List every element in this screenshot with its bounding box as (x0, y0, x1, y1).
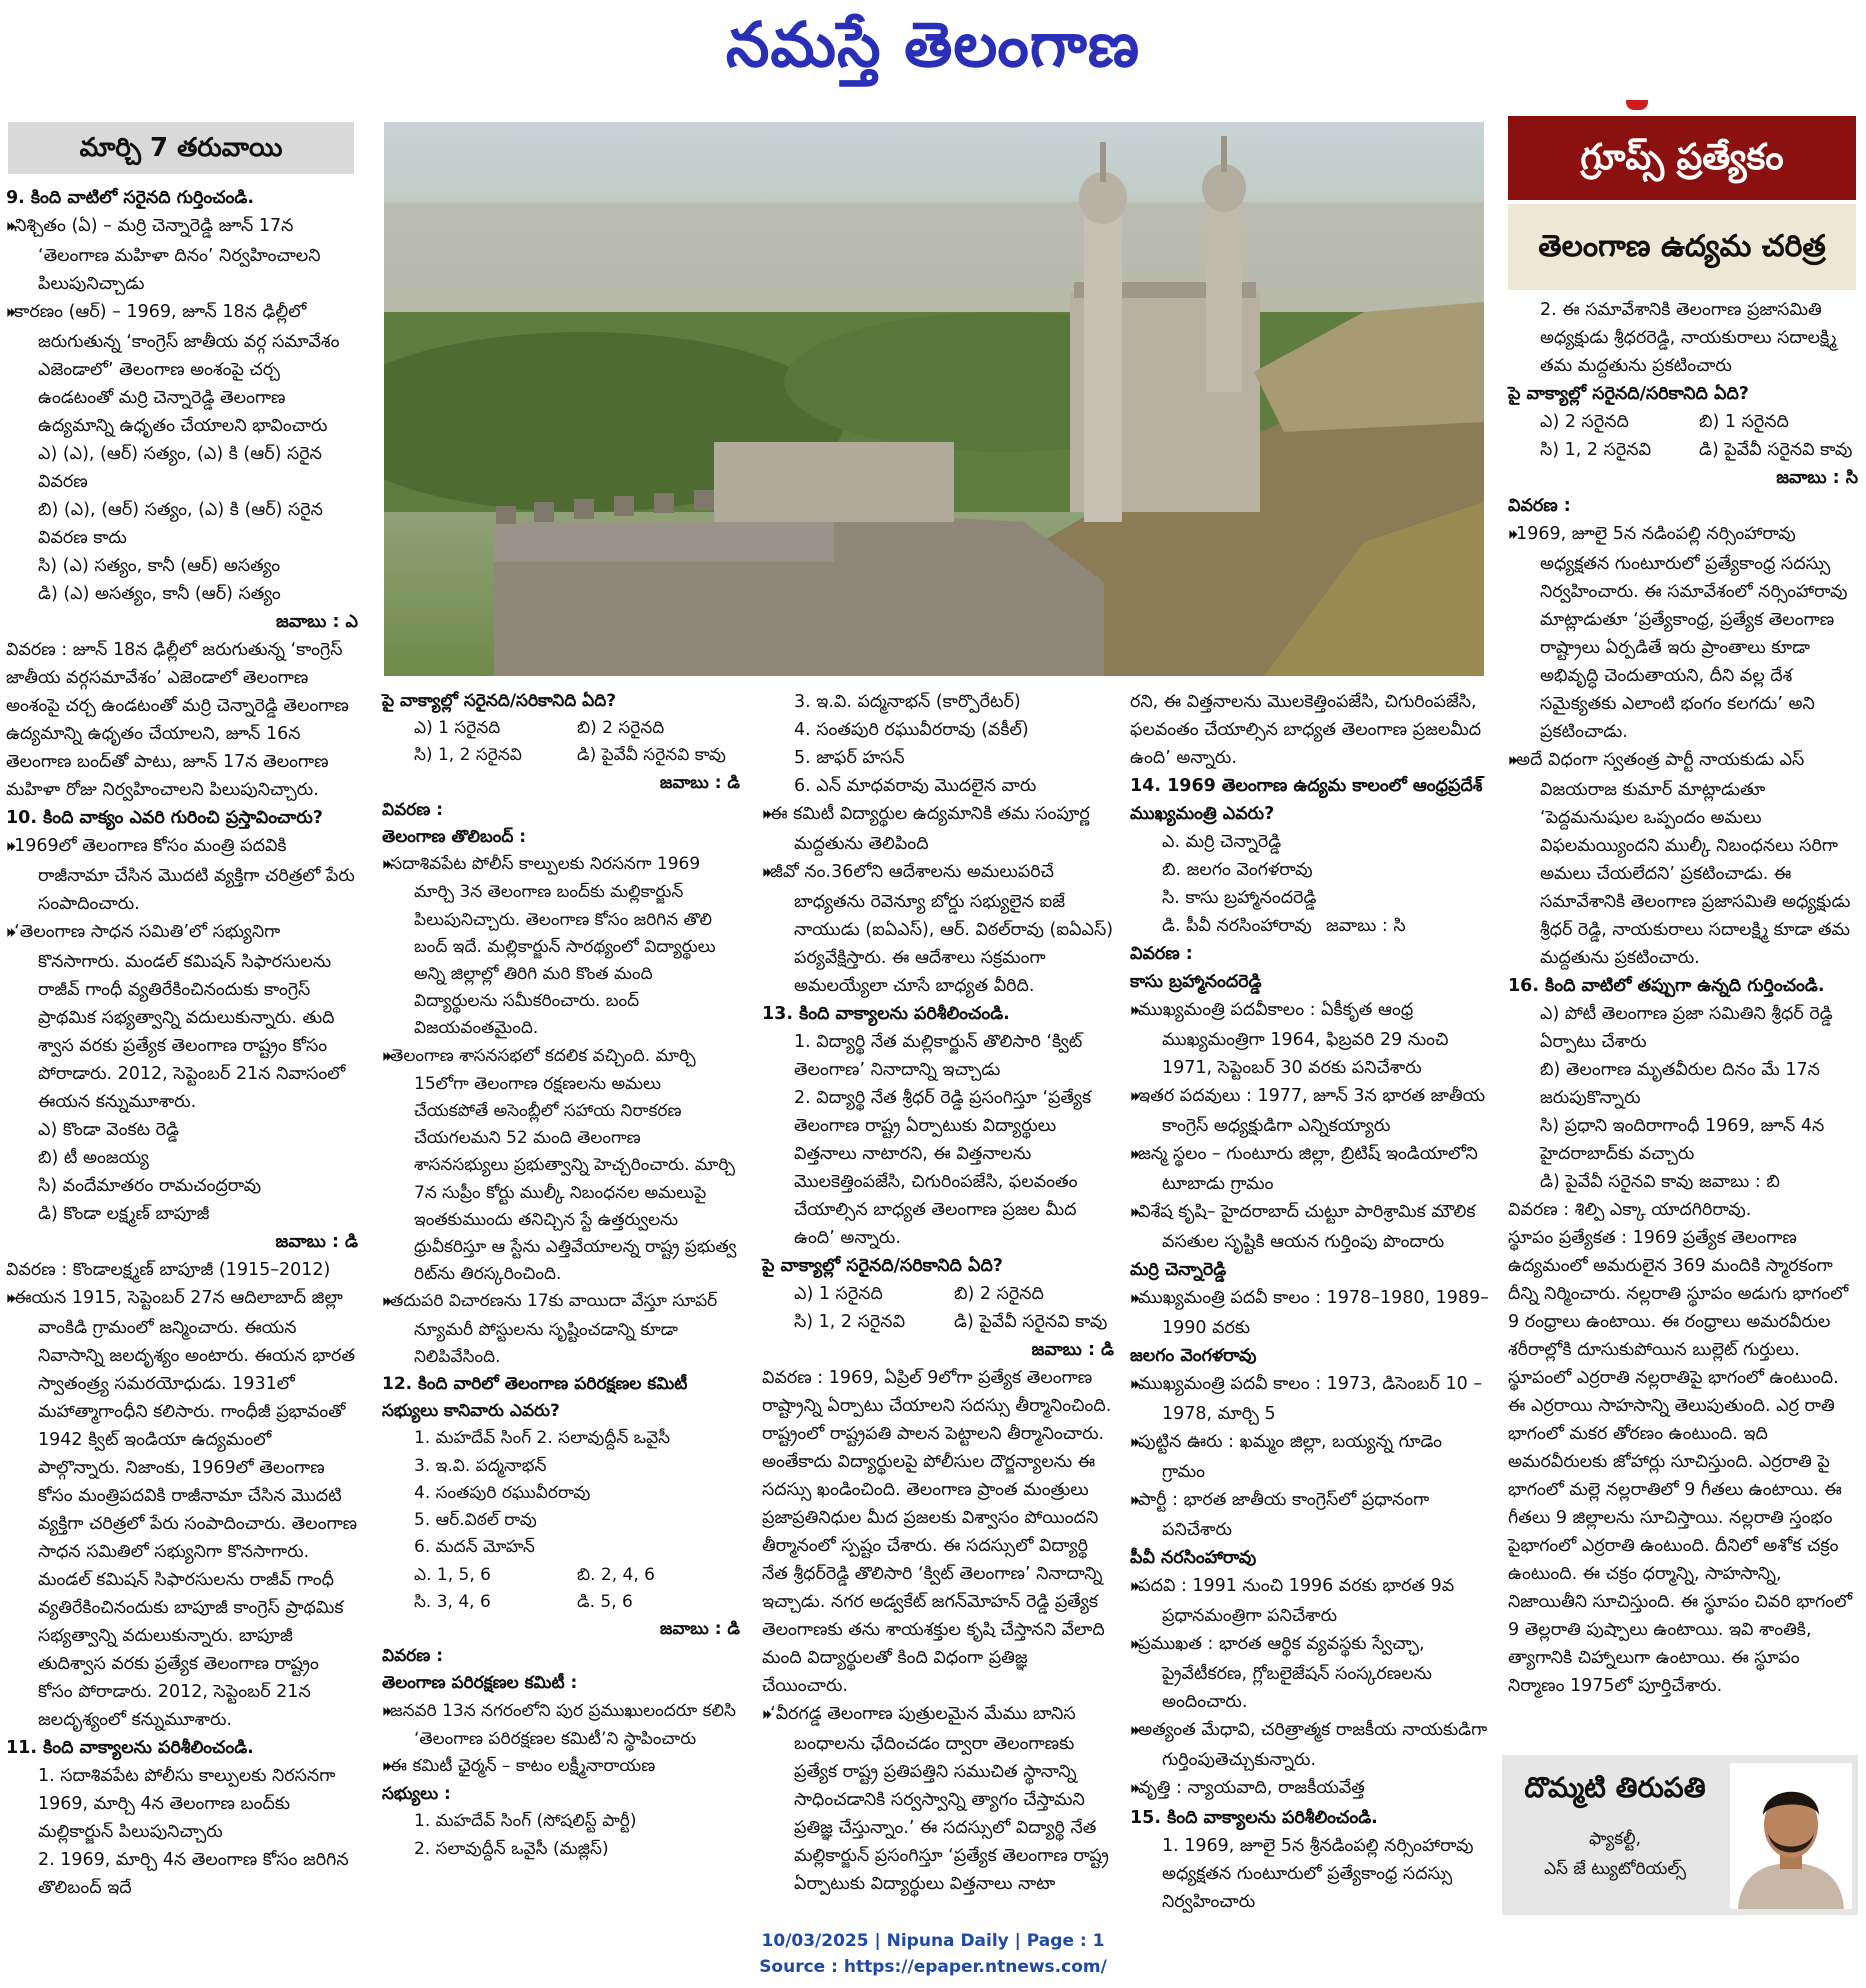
option-text: 6. ఎన్ మాధవరావు మొదలైన వారు (794, 776, 1037, 796)
answer-line: జవాబు : డి (275, 1232, 358, 1252)
question-text: 14. 1969 తెలంగాణ ఉద్యమ కాలంలో ఆంధ్రప్రదేశ్ ముఖ్యమంత్రి ఎవరు? (1130, 776, 1483, 824)
question-text: 16. కింది వాటిలో తప్పుగా ఉన్నది గుర్తించండి. (1508, 976, 1825, 996)
option-text: ఎ) 1 సరైనది (414, 718, 501, 739)
option-text: 2. సలావుద్దీన్ ఒవైసీ (మజ్లిస్) (414, 1838, 609, 1859)
option-text: ఎ) కొండా వెంకట రెడ్డి (38, 1120, 179, 1140)
question-text: పై వాక్యాల్లో సరైనది/సరికానిది ఏది? (762, 1256, 1003, 1276)
column-5 (1508, 296, 1858, 1700)
option-text: డి. పీవీ నరసింహారావు (1162, 916, 1312, 936)
answer-line: జవాబు : డి (659, 1618, 740, 1639)
option-row (1508, 1168, 1858, 1196)
subheading: తెలంగాణ తొలిబంద్ : (382, 827, 527, 848)
footer-date-line: 10/03/2025 | Nipuna Daily | Page : 1 (761, 1931, 1105, 1951)
page-footer (0, 1928, 1866, 1980)
option-text: ఎ) 1 సరైనది (794, 1284, 883, 1304)
bullet-paragraph: ⏵⏵ ‘వీరగడ్డ తెలంగాణ పుత్రులమైన మేము బానిస బంధాలను ఛేదించడం ద్వారా తెలంగాణకు ప్రత్యేక రాష్ట్ర ప్రతిపత్తిని సముచిత స్థానాన్ని సాధించడానికి సర్వస్వాన్ని త్యాగం చేస్తామని ప్రతిజ్ఞ చేస్తున్నాం.’ ఈ సదస్సులో విద్యార్థి నేత మల్లికార్జున్ ప్రసంగిస్తూ ‘ప్రత్యేక తెలంగాణ రాష్ట్ర ఏర్పాటుకు విద్యార్థులు విత్తనాలు నాటా (762, 1700, 1114, 1898)
option-text: డి) పైవేవీ సరైనవి కావు (954, 1312, 1108, 1332)
subheading: వివరణ : (1130, 944, 1193, 964)
subheading: సభ్యులు : (382, 1784, 451, 1805)
question-text: 11. కింది వాక్యాలను పరిశీలించండి. (6, 1738, 254, 1758)
answer-line: జవాబు : సి (1776, 468, 1858, 488)
author-org: ఎస్ జే ట్యుటోరియల్స్ (1543, 1859, 1687, 1879)
option-row (762, 1280, 1114, 1308)
bullet-paragraph: ⏵⏵ 1969లో తెలంగాణ కోసం మంత్రి పదవికి రాజీనామా చేసిన మొదటి వ్యక్తిగా చరిత్రలో పేరు సంపాదించారు. (6, 832, 358, 918)
subheading: వివరణ : (382, 1646, 444, 1667)
bullet-paragraph: ⏵⏵ నిశ్చితం (ఏ) – మర్రి చెన్నారెడ్డి జూన్ 17న ‘తెలంగాణ మహిళా దినం’ నిర్వహించాలని పిలుపునిచ్చాడు (6, 212, 358, 298)
subheading: వివరణ : (382, 799, 444, 820)
bullet-paragraph: ⏵⏵ జీవో నం.36లోని ఆదేశాలను అమలుపరిచే బాధ్యతను రెవెన్యూ బోర్డు సభ్యులైన ఐజే నాయుడు (ఐఏఎస్), ఆర్. విఠల్‌రావు (ఐఏఎస్) పర్యవేక్షిస్తారు. ఈ ఆదేశాలు సక్రమంగా అమలయ్యేలా చూసే బాధ్యత వీరిది. (762, 858, 1114, 1000)
option-text: 5. ఆర్.విఠల్ రావు (414, 1510, 537, 1531)
author-role: ఫ్యాకల్టీ, (1588, 1829, 1642, 1849)
question-text: పై వాక్యాల్లో సరైనది/సరికానిది ఏది? (1508, 384, 1749, 404)
bullet-paragraph: ⏵⏵ తెలంగాణ శాసనసభలో కదలిక వచ్చింది. మార్చి 15లోగా తెలంగాణ రక్షణలను అమలు చేయకపోతే అసెంబ్లీలో సహాయ నిరాకరణ చేయగలమని 52 మంది తెలంగాణ శాసనసభ్యులు ప్రభుత్వాన్ని హెచ్చరించారు. మార్చి 7న సుప్రీం కోర్టు ముల్కీ నిబంధనల అమలుపై ఇంతకుముందు తనిచ్చిన స్టే ఉత్తర్వులను ధ్రువీకరిస్తూ ఆ స్టేను ఎత్తివేయాలన్న రాష్ట్ర ప్రభుత్వ రిట్‌ను తిరస్కరించింది. (382, 1043, 740, 1289)
question-text: 10. కింది వాక్యం ఎవరి గురించి ప్రస్తావించారు? (6, 808, 323, 828)
subheading: తెలంగాణ పరిరక్షణల కమిటీ : (382, 1673, 578, 1694)
bullet-paragraph: ⏵⏵ ఇతర పదవులు : 1977, జూన్ 3న భారత జాతీయ కాంగ్రెస్ అధ్యక్షుడిగా ఎన్నికయ్యారు (1130, 1082, 1490, 1140)
option-text: ఎ) 2 సరైనది (1540, 412, 1629, 432)
question-text: పై వాక్యాల్లో సరైనది/సరికానిది ఏది? (382, 691, 617, 711)
option-text: డి) (ఎ) అసత్యం, కానీ (ఆర్) సత్యం (38, 584, 281, 604)
paragraph: వివరణ : కొండాలక్ష్మణ్ బాపూజీ (1915–2012) (6, 1260, 331, 1280)
golconda-fort-photo (384, 122, 1484, 676)
paragraph: స్థూపం ప్రత్యేకత : 1969 ప్రత్యేక తెలంగాణ ఉద్యమంలో అమరులైన 369 మందికి స్మారకంగా దీన్ని నిర్మించారు. నల్లరాతి స్థూపం అడుగు భాగంలో 9 రంధ్రాలు ఉంటాయి. ఈ రంధ్రాలు అమరవీరుల శరీరాల్లోకి దూసుకుపోయిన బుల్లెట్ గుర్తులు. స్థూపంలో ఎర్రరాతి నల్లరాతిపై భాగంలో ఉంటుంది. ఈ ఎర్రరాయి సాహసాన్ని తెలుపుతుంది. ఎర్ర రాతి భాగంలో మకర తోరణం ఉంటుంది. ఇది అమరవీరులకు జోహార్లు సూచిస్తుంది. ఎర్రరాతి పై భాగంలో మల్లె నల్లరాతిలో 9 గీతలు ఉంటాయి. ఈ గీతలు 9 జిల్లాలను సూచిస్తాయి. నల్లరాతి స్తంభం పైభాగంలో ఎర్రరాతి ఉంటుంది. దీనిలో అశోక చక్రం ఉంటుంది. ఈ చక్రం ధర్మాన్ని, సాహసాన్ని, నిజాయితీని సూచిస్తుంది. ఈ స్థూపం చివరి భాగంలో 9 తెల్లరాతి పుష్పాలు ఉంటాయి. ఇవి శాంతికి, త్యాగానికి చిహ్నాలుగా ఉంటాయి. ఈ స్థూపం నిర్మాణం 1975లో పూర్తిచేశారు. (1508, 1228, 1853, 1696)
option-text: ఎ. 1, 5, 6 (414, 1564, 491, 1585)
subheading: పీవీ నరసింహారావు (1130, 1548, 1257, 1568)
subheading: జలగం వెంగళరావు (1130, 1346, 1257, 1366)
option-text: బి) టీ అంజయ్య (38, 1148, 149, 1168)
column-3 (762, 688, 1114, 1898)
column-2 (382, 688, 740, 1863)
paragraph: రని, ఈ విత్తనాలను మొలకెత్తింపజేసి, చిగురింపజేసి, ఫలవంతం చేయాల్సిన బాధ్యత తెలంగాణ ప్రజలమీద ఉంది’ అన్నారు. (1130, 692, 1482, 768)
author-box (1502, 1755, 1858, 1915)
newspaper-title: నమస్తే తెలంగాణ (725, 8, 1141, 81)
option-text: ఎ. మర్రి చెన్నారెడ్డి (1162, 832, 1282, 852)
option-text: బి) 2 సరైనది (954, 1284, 1044, 1304)
option-text: 1. మహదేవ్ సింగ్ 2. సలావుద్దీన్ ఒవైసీ (414, 1428, 671, 1449)
bullet-paragraph: ⏵⏵ అదే విధంగా స్వతంత్ర పార్టీ నాయకుడు ఎస్ విజయరాజ కుమార్ మాట్లాడుతూ ‘పెద్దమనుషుల ఒప్పందం అమలు విఫలమయ్యిందని ముల్కీ నిబంధనలు సరిగా అమలు చేయలేదని’ ప్రకటించాడు. ఈ సమావేశానికి తెలంగాణ ప్రజాసమితి అధ్యక్షుడు శ్రీధర్ రెడ్డి, నాయకురాలు సదాలక్ష్మి కూడా తమ మద్దతును ప్రకటించారు. (1508, 746, 1858, 972)
option-text: 5. జాఫర్ హసన్ (794, 748, 905, 768)
option-text: 3. ఇ.వి. పద్మనాభన్ (414, 1455, 547, 1476)
option-row (382, 1562, 740, 1589)
question-text: 15. కింది వాక్యాలను పరిశీలించండి. (1130, 1808, 1378, 1828)
option-text: సి. కాసు బ్రహ్మానందరెడ్డి (1162, 888, 1317, 908)
option-row (762, 1308, 1114, 1336)
option-text: డి) కొండా లక్ష్మణ్ బాపూజీ (38, 1204, 210, 1224)
bullet-paragraph: ⏵⏵ ఈయన 1915, సెప్టెంబర్ 27న ఆదిలాబాద్ జిల్లా వాంకిడి గ్రామంలో జన్మించారు. ఈయన నివాసాన్ని జలదృశ్యం అంటారు. ఈయన భారత స్వాతంత్ర్య సమరయోధుడు. 1931లో మహాత్మాగాంధీని కలిసారు. గాంధీజీ ప్రభావంతో 1942 క్విట్ ఇండియా ఉద్యమంలో పాల్గొన్నారు. నిజాంకు, 1969లో తెలంగాణ కోసం మంత్రిపదవికి రాజీనామా చేసిన మొదటి వ్యక్తిగా చరిత్రలో పేరు సంపాదించారు. తెలంగాణ సాధన సమితిలో సభ్యునిగా కొనసాగారు. మండల్ కమిషన్ సిఫారసులను రాజీవ్ గాంధీ వ్యతిరేకించినందుకు బాపూజీ కాంగ్రెస్ ప్రాథమిక సభ్యత్వాన్ని వదులుకున్నారు. బాపూజీ తుదిశ్వాస వరకు ప్రత్యేక తెలంగాణ రాష్ట్రం కోసం పోరాడారు. 2012, సెప్టెంబర్ 21న జలదృశ్యంలో కన్నుమూశారు. (6, 1284, 358, 1734)
option-row (1508, 436, 1858, 464)
footer-source-line: Source : https://epaper.ntnews.com/ (759, 1957, 1107, 1977)
bullet-paragraph: ⏵⏵ పుట్టిన ఊరు : ఖమ్మం జిల్లా, బయ్యన్న గూడెం గ్రామం (1130, 1428, 1490, 1486)
bullet-paragraph: ⏵⏵ జన్మ స్థలం – గుంటూరు జిల్లా, బ్రిటిష్ ఇండియాలోని టూబాడు గ్రామం (1130, 1140, 1490, 1198)
option-text: డి) పైవేవీ సరైనవి కావు (577, 745, 726, 766)
bullet-paragraph: ⏵⏵ తదుపరి విచారణను 17కు వాయిదా వేస్తూ సూపర్ న్యూమరీ పోస్టులను సృష్టించడాన్ని కూడా నిలిపివేసింది. (382, 1288, 740, 1371)
option-text: బి. జలగం వెంగళరావు (1162, 860, 1313, 880)
bullet-paragraph: ⏵⏵ ముఖ్యమంత్రి పదవీ కాలం : 1978–1980, 1989–1990 వరకు (1130, 1284, 1490, 1342)
option-text: జవాబు : సి (1326, 916, 1406, 936)
bullet-paragraph: ⏵⏵ విశేష కృషి– హైదరాబాద్ చుట్టూ పారిశ్రామిక మౌలిక వసతుల సృష్టికి ఆయన గుర్తింపు పొందారు (1130, 1198, 1490, 1256)
option-text: సి) (ఎ) సత్యం, కానీ (ఆర్) అసత్యం (38, 556, 281, 576)
bullet-paragraph: ⏵⏵ ముఖ్యమంత్రి పదవీకాలం : ఏకీకృత ఆంధ్ర ముఖ్యమంత్రిగా 1964, ఫిబ్రవరి 29 నుంచి 1971, సెప్టెంబర్ 30 వరకు పనిచేశారు (1130, 996, 1490, 1082)
bullet-paragraph: ⏵⏵ వృత్తి : న్యాయవాది, రాజకీయవేత్త (1130, 1774, 1490, 1804)
option-text: 1. విద్యార్థి నేత మల్లికార్జున్ తొలిసారి ‘క్విట్ తెలంగాణ’ నినాదాన్ని ఇచ్చాడు (794, 1032, 1083, 1080)
article-photo (384, 122, 1484, 676)
option-text: 4. సంతపురి రఘువీరరావు (414, 1482, 591, 1503)
question-text: 9. కింది వాటిలో సరైనది గుర్తించండి. (6, 188, 254, 208)
subheading: కాసు బ్రహ్మానందరెడ్డి (1130, 972, 1262, 992)
telangana-history-banner: తెలంగాణ ఉద్యమ చరిత్ర (1508, 204, 1856, 290)
option-text: 1. మహదేవ్ సింగ్ (సోషలిస్ట్ పార్టీ) (414, 1811, 637, 1832)
option-row (1130, 912, 1490, 940)
option-text: 6. మదన్ మోహన్ (414, 1537, 535, 1558)
bullet-paragraph: ⏵⏵ కారణం (ఆర్) – 1969, జూన్ 18న ఢిల్లీలో జరుగుతున్న ‘కాంగ్రెస్ జాతీయ వర్గ సమావేశం ఎజెండాలో’ తెలంగాణ అంశంపై చర్చ ఉండటంతో మర్రి చెన్నారెడ్డి తెలంగాణ ఉద్యమాన్ని ఉధృతం చేయాలని భావించారు (6, 298, 358, 440)
subheading: మర్రి చెన్నారెడ్డి (1130, 1260, 1227, 1280)
option-text: డి) పైవేవీ సరైనవి కావు (1699, 440, 1853, 460)
option-text: 2. 1969, మార్చి 4న తెలంగాణ కోసం జరిగిన తొలిబంద్ ఇదే (38, 1850, 349, 1898)
bullet-paragraph: ⏵⏵ జనవరి 13న నగరంలోని పుర ప్రముఖులందరూ కలిసి ‘తెలంగాణ పరిరక్షణల కమిటీ’ని స్థాపించారు (382, 1698, 740, 1753)
groups-special-banner: గ్రూప్స్ ప్రత్యేకం (1508, 116, 1856, 200)
bullet-paragraph: ⏵⏵ 1969, జూలై 5న నడింపల్లి నర్సింహారావు అధ్యక్షతన గుంటూరులో ప్రత్యేకాంధ్ర సదస్సు నిర్వహించారు. ఈ సమావేశంలో నర్సింహారావు మాట్లాడుతూ ‘ప్రత్యేకాంధ్ర, ప్రత్యేక తెలంగాణ రాష్ట్రాలు ఏర్పడితే ఇరు ప్రాంతాలు కూడా అభివృద్ధి చెందుతాయని, దీని వల్ల దేశ సమైక్యతకు ఎలాంటి భంగం కలగదు’ అని ప్రకటించాడు. (1508, 520, 1858, 746)
bullet-paragraph: ⏵⏵ ప్రముఖత : భారత ఆర్థిక వ్యవస్థకు స్వేచ్ఛా, ప్రైవేటీకరణ, గ్లోబలైజేషన్ సంస్కరణలను అందించారు. (1130, 1630, 1490, 1716)
bullet-paragraph: ⏵⏵ పదవి : 1991 నుంచి 1996 వరకు భారత 9వ ప్రధానమంత్రిగా పనిచేశారు (1130, 1572, 1490, 1630)
bullet-paragraph: ⏵⏵ సదాశివపేట పోలీస్ కాల్పులకు నిరసనగా 1969 మార్చి 3న తెలంగాణ బంద్‌కు మల్లికార్జున్ పిలుపునిచ్చారు. తెలంగాణ కోసం జరిగిన తొలి బంద్ ఇదే. మల్లికార్జున్ సారథ్యంలో విద్యార్థులు అన్ని జిల్లాల్లో తిరిగి మరి కొంత మంది విద్యార్థులను సమీకరించారు. బంద్ విజయవంతమైంది. (382, 851, 740, 1042)
option-text: 1. 1969, జూలై 5న శ్రీనడింపల్లి నర్సింహారావు అధ్యక్షతన గుంటూరులో ప్రత్యేకాంధ్ర సదస్సు నిర్వహించారు (1162, 1836, 1474, 1912)
question-text: 13. కింది వాక్యాలను పరిశీలించండి. (762, 1004, 1010, 1024)
option-text: సి) ప్రధాని ఇందిరాగాంధీ 1969, జూన్ 4న హైదరాబాద్‌కు వచ్చారు (1540, 1116, 1825, 1164)
author-name: దొమ్మటి తిరుపతి (1524, 1771, 1706, 1804)
option-text: 4. సంతపురి రఘువీరరావు (వకీల్) (794, 720, 1029, 740)
option-text: సి) వందేమాతరం రామచంద్రరావు (38, 1176, 262, 1196)
column-1 (6, 184, 358, 1902)
option-text: జవాబు : బి (1699, 1172, 1780, 1192)
subheading: వివరణ : (1508, 496, 1571, 516)
column-4 (1130, 688, 1490, 1916)
option-row (1508, 408, 1858, 436)
option-row (382, 1589, 740, 1616)
option-text: డి. 5, 6 (577, 1591, 633, 1612)
option-text: సి) 1, 2 సరైనవి (414, 745, 522, 766)
option-text: 2. ఈ సమావేశానికి తెలంగాణ ప్రజాసమితి అధ్యక్షుడు శ్రీధరరెడ్డి, నాయకురాలు సదాలక్ష్మి తమ మద్దతును ప్రకటించారు (1540, 300, 1837, 376)
option-text: బి. 2, 4, 6 (577, 1564, 655, 1585)
option-text: 1. సదాశివపేట పోలీసు కాల్పులకు నిరసనగా 1969, మార్చి 4న తెలంగాణ బంద్‌కు మల్లికార్జున్ పిలుపునిచ్చారు (38, 1766, 336, 1842)
option-text: ఎ) (ఎ), (ఆర్) సత్యం, (ఎ) కి (ఆర్) సరైన వివరణ (38, 444, 322, 492)
paragraph: వివరణ : 1969, ఏప్రిల్ 9లోగా ప్రత్యేక తెలంగాణ రాష్ట్రాన్ని ఏర్పాటు చేయాలని సదస్సు తీర్మానించింది. రాష్ట్రంలో రాష్ట్రపతి పాలన పెట్టాలని తీర్మానించారు. అంతేకాదు విద్యార్థులపై పోలీసుల దౌర్జన్యాలను ఈ సదస్సు ఖండించింది. తెలంగాణ ప్రాంత మంత్రులు ప్రజాప్రతినిధుల మీద ప్రజలకు విశ్వాసం పోయిందని తీర్మానంలో స్పష్టం చేశారు. ఈ సదస్సులో విద్యార్థి నేత శ్రీధర్‌రెడ్డి తొలిసారి ‘క్విట్ తెలంగాణ’ నినాదాన్ని ఇచ్చాడు. నగర అడ్వకేట్ జగన్‌మోహన్ రెడ్డి ప్రత్యేక తెలంగాణకు తను శాయశక్తుల కృషి చేస్తానని వేలాది మంది విద్యార్థులతో కింది విధంగా ప్రతిజ్ఞ చేయించారు. (762, 1368, 1112, 1696)
bullet-paragraph: ⏵⏵ అత్యంత మేధావి, చరిత్రాత్మక రాజకీయ నాయకుడిగా గుర్తింపుతెచ్చుకున్నారు. (1130, 1716, 1490, 1774)
bullet-paragraph: ⏵⏵ ఈ కమిటీ విద్యార్థుల ఉద్యమానికి తమ సంపూర్ణ మద్దతును తెలిపింది (762, 800, 1114, 858)
option-row (382, 742, 740, 769)
masthead (0, 0, 1866, 110)
option-text: 2. విద్యార్థి నేత శ్రీధర్ రెడ్డి ప్రసంగిస్తూ ‘ప్రత్యేక తెలంగాణ రాష్ట్ర ఏర్పాటుకు విద్యార్థులు విత్తనాలు నాటారని, ఈ విత్తనాలను మొలకెత్తింపజేసి, చిగురింపజేసి, ఫలవంతం చేయాల్సిన బాధ్యత తెలంగాణ ప్రజల మీద ఉంది’ అన్నారు. (794, 1088, 1092, 1248)
bullet-paragraph: ⏵⏵ ముఖ్యమంత్రి పదవీ కాలం : 1973, డిసెంబర్ 10 – 1978, మార్చి 5 (1130, 1370, 1490, 1428)
option-text: సి) 1, 2 సరైనవి (1540, 440, 1652, 460)
option-text: బి) 1 సరైనది (1699, 412, 1789, 432)
option-text: సి. 3, 4, 6 (414, 1591, 491, 1612)
option-text: సి) 1, 2 సరైనవి (794, 1312, 906, 1332)
option-text: 3. ఇ.వి. పద్మనాభన్ (కార్పొరేటర్) (794, 692, 1021, 712)
option-text: డి) పైవేవీ సరైనవి కావు (1540, 1172, 1694, 1192)
answer-line: జవాబు : డి (1031, 1340, 1114, 1360)
option-row (382, 715, 740, 742)
bullet-paragraph: ⏵⏵ ఈ కమిటీ ఛైర్మన్ – కాటం లక్ష్మీనారాయణ (382, 1753, 740, 1781)
option-text: బి) తెలంగాణ మృతవీరుల దినం మే 17న జరుపుకొన్నారు (1540, 1060, 1820, 1108)
bullet-paragraph: ⏵⏵ ‘తెలంగాణ సాధన సమితి’లో సభ్యునిగా కొనసాగారు. మండల్ కమిషన్ సిఫారసులను రాజీవ్ గాంధీ వ్యతిరేకించినందుకు కాంగ్రెస్ ప్రాథమిక సభ్యత్వాన్ని వదులుకున్నారు. తుది శ్వాస వరకు ప్రత్యేక తెలంగాణ రాష్ట్రం కోసం పోరాడారు. 2012, సెప్టెంబర్ 21న నివాసంలో ఈయన కన్నుమూశారు. (6, 918, 358, 1116)
option-text: బి) (ఎ), (ఆర్) సత్యం, (ఎ) కి (ఆర్) సరైన వివరణ కాదు (38, 500, 323, 548)
paragraph: వివరణ : శిల్పి ఎక్కా యాదగిరిరావు. (1508, 1200, 1752, 1220)
question-text: 12. కింది వారిలో తెలంగాణ పరిరక్షణల కమిటీ సభ్యులు కానివారు ఎవరు? (382, 1374, 688, 1422)
section-label: మార్చి 7 తరువాయి (8, 122, 354, 174)
option-text: బి) 2 సరైనది (577, 718, 665, 739)
paragraph: వివరణ : జూన్ 18న ఢిల్లీలో జరుగుతున్న ‘కాంగ్రెస్ జాతీయ వర్గసమావేశం’ ఎజెండాలో తెలంగాణ అంశంపై చర్చ ఉండటంతో మర్రి చెన్నారెడ్డి తెలంగాణ ఉద్యమాన్ని ఉధృతం చేయాలని, జూన్ 16న తెలంగాణ బంద్‌తో పాటు, జూన్ 17న తెలంగాణ మహిళా రోజు నిర్వహించాలని పిలుపునిచ్చారు. (6, 640, 349, 800)
answer-line: జవాబు : ఎ (276, 612, 358, 632)
option-text: ఎ) పోటీ తెలంగాణ ప్రజా సమితిని శ్రీధర్ రెడ్డి ఏర్పాటు చేశారు (1540, 1004, 1833, 1052)
bullet-paragraph: ⏵⏵ పార్టీ : భారత జాతీయ కాంగ్రెస్‌లో ప్రధానంగా పనిచేశారు (1130, 1486, 1490, 1544)
author-photo (1730, 1763, 1852, 1909)
answer-line: జవాబు : డి (659, 772, 740, 793)
